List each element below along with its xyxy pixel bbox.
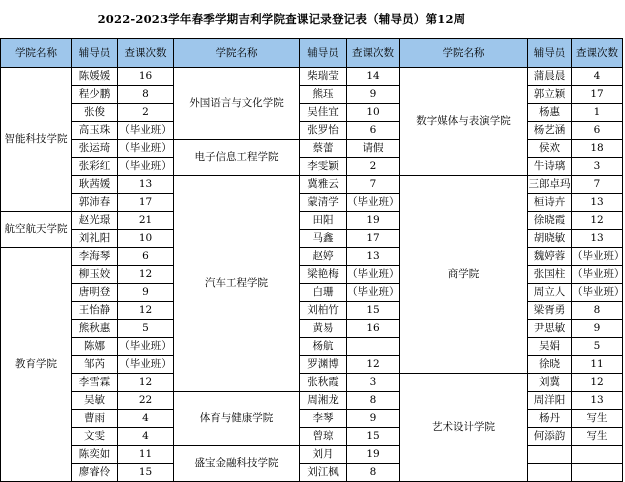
inspection-count-cell: （毕业班） <box>118 356 174 374</box>
table-row <box>1 158 623 176</box>
inspection-count-cell: 8 <box>572 302 623 320</box>
inspection-count-cell: 4 <box>572 68 623 86</box>
counselor-name-cell: 李雪霖 <box>72 374 118 392</box>
inspection-count-cell: 1 <box>572 104 623 122</box>
table-row <box>1 410 623 428</box>
college-name-cell: 外国语言与文化学院 <box>174 68 300 140</box>
counselor-name-cell: 张彩红 <box>72 158 118 176</box>
table-row <box>1 266 623 284</box>
counselor-name-cell: 三郎卓玛 <box>528 176 572 194</box>
inspection-count-cell: 11 <box>572 356 623 374</box>
inspection-count-cell: 4 <box>118 410 174 428</box>
counselor-name-cell: 张俊 <box>72 104 118 122</box>
inspection-count-cell: 8 <box>118 86 174 104</box>
counselor-name-cell: 李雯颖 <box>300 158 347 176</box>
inspection-count-cell: 7 <box>347 176 400 194</box>
counselor-name-cell: 赵光璟 <box>72 212 118 230</box>
table-row <box>1 212 623 230</box>
inspection-count-cell: 7 <box>572 176 623 194</box>
inspection-count-cell: （毕业班） <box>572 284 623 302</box>
counselor-name-cell: 耿茜媛 <box>72 176 118 194</box>
counselor-name-cell: 魏婷蓉 <box>528 248 572 266</box>
inspection-count-cell: 2 <box>347 158 400 176</box>
counselor-name-cell: 陈娜 <box>72 338 118 356</box>
college-name-cell: 航空航天学院 <box>1 212 72 248</box>
inspection-count-cell: （毕业班） <box>347 284 400 302</box>
table-row <box>1 284 623 302</box>
inspection-count-cell: 12 <box>118 302 174 320</box>
inspection-count-cell: 14 <box>347 68 400 86</box>
counselor-name-cell: 徐晓霞 <box>528 212 572 230</box>
counselor-name-cell: 梁艳梅 <box>300 266 347 284</box>
inspection-count-cell: （毕业班） <box>572 248 623 266</box>
header-count-3: 查课次数 <box>572 39 623 68</box>
counselor-name-cell: 刘冀 <box>528 374 572 392</box>
counselor-name-cell: 杨航 <box>300 338 347 356</box>
counselor-name-cell: 陈媛媛 <box>72 68 118 86</box>
inspection-count-cell: 9 <box>347 410 400 428</box>
college-name-cell: 艺术设计学院 <box>400 374 528 482</box>
counselor-name-cell: 黄易 <box>300 320 347 338</box>
header-counselor-2: 辅导员 <box>300 39 347 68</box>
counselor-name-cell: 何添韵 <box>528 428 572 446</box>
inspection-count-cell: 12 <box>118 374 174 392</box>
counselor-name-cell: 周立人 <box>528 284 572 302</box>
counselor-name-cell: 罗渊博 <box>300 356 347 374</box>
counselor-name-cell: 吴佳宜 <box>300 104 347 122</box>
counselor-name-cell: 刘柏竹 <box>300 302 347 320</box>
counselor-name-cell: 王怡静 <box>72 302 118 320</box>
counselor-name-cell: 马鑫 <box>300 230 347 248</box>
inspection-count-cell: 8 <box>347 392 400 410</box>
counselor-name-cell: 梁胥勇 <box>528 302 572 320</box>
table-row <box>1 446 623 464</box>
inspection-count-cell: 6 <box>118 248 174 266</box>
header-college-2: 学院名称 <box>174 39 300 68</box>
table-row <box>1 68 623 86</box>
counselor-name-cell: 熊秋惠 <box>72 320 118 338</box>
header-college-1: 学院名称 <box>1 39 72 68</box>
counselor-name-cell: 吴敏 <box>72 392 118 410</box>
header-count-1: 查课次数 <box>118 39 174 68</box>
counselor-name-cell: 唐明登 <box>72 284 118 302</box>
inspection-count-cell: 17 <box>572 86 623 104</box>
sheet-title: 2022-2023学年春季学期吉利学院查课记录登记表（辅导员）第12周 <box>97 12 466 26</box>
table-row <box>1 338 623 356</box>
counselor-name-cell: 陈奕如 <box>72 446 118 464</box>
college-name-cell: 智能科技学院 <box>1 68 72 212</box>
counselor-name-cell: 张运琦 <box>72 140 118 158</box>
college-name-cell: 商学院 <box>400 176 528 374</box>
table-row <box>1 302 623 320</box>
inspection-count-cell: 19 <box>347 446 400 464</box>
counselor-name-cell: 尹思敏 <box>528 320 572 338</box>
inspection-count-cell: 15 <box>347 302 400 320</box>
counselor-name-cell: 柴瑞莹 <box>300 68 347 86</box>
counselor-name-cell: 张罗怡 <box>300 122 347 140</box>
table-row <box>1 140 623 158</box>
inspection-count-cell: 17 <box>118 194 174 212</box>
counselor-name-cell: 蔡蕾 <box>300 140 347 158</box>
inspection-count-cell: 10 <box>347 104 400 122</box>
table-row <box>1 356 623 374</box>
counselor-name-cell: 邹芮 <box>72 356 118 374</box>
inspection-count-cell: 9 <box>347 86 400 104</box>
inspection-count-cell: 2 <box>118 104 174 122</box>
counselor-name-cell: 郭立颖 <box>528 86 572 104</box>
inspection-count-cell: 13 <box>572 392 623 410</box>
counselor-name-cell: 徐晓 <box>528 356 572 374</box>
inspection-count-cell <box>347 338 400 356</box>
counselor-name-cell <box>528 464 572 482</box>
inspection-count-cell: 6 <box>347 122 400 140</box>
counselor-name-cell: 赵婷 <box>300 248 347 266</box>
counselor-name-cell: 白珊 <box>300 284 347 302</box>
inspection-count-cell: 22 <box>118 392 174 410</box>
inspection-count-cell: 17 <box>347 230 400 248</box>
inspection-count-cell: 12 <box>347 356 400 374</box>
counselor-name-cell: 柳玉姣 <box>72 266 118 284</box>
counselor-name-cell: 曾琼 <box>300 428 347 446</box>
inspection-count-cell: （毕业班） <box>118 338 174 356</box>
header-row <box>1 39 623 68</box>
college-name-cell: 数字媒体与表演学院 <box>400 68 528 176</box>
table-row <box>1 104 623 122</box>
counselor-name-cell: 田阳 <box>300 212 347 230</box>
table-body <box>1 68 623 482</box>
inspection-count-cell: 12 <box>118 266 174 284</box>
inspection-count-cell: 3 <box>572 158 623 176</box>
counselor-name-cell: 高玉珠 <box>72 122 118 140</box>
inspection-count-cell: 10 <box>118 230 174 248</box>
inspection-count-cell: 请假 <box>347 140 400 158</box>
counselor-name-cell: 李海琴 <box>72 248 118 266</box>
inspection-count-cell: 21 <box>118 212 174 230</box>
college-name-cell: 盛宝金融科技学院 <box>174 446 300 482</box>
inspection-count-cell <box>572 464 623 482</box>
college-name-cell: 教育学院 <box>1 248 72 482</box>
table-row <box>1 320 623 338</box>
inspection-count-cell: 3 <box>347 374 400 392</box>
inspection-count-cell: 写生 <box>572 410 623 428</box>
counselor-name-cell: 杨丹 <box>528 410 572 428</box>
college-name-cell: 电子信息工程学院 <box>174 140 300 176</box>
inspection-count-cell: （毕业班） <box>118 158 174 176</box>
counselor-name-cell: 杨惠 <box>528 104 572 122</box>
counselor-name-cell: 杨艺涵 <box>528 122 572 140</box>
inspection-count-cell: （毕业班） <box>347 266 400 284</box>
counselor-name-cell: 刘江枫 <box>300 464 347 482</box>
inspection-count-cell: 19 <box>347 212 400 230</box>
counselor-name-cell: 熊珏 <box>300 86 347 104</box>
inspection-count-cell: 15 <box>118 464 174 482</box>
inspection-count-cell: 16 <box>347 320 400 338</box>
counselor-name-cell: 胡晓敏 <box>528 230 572 248</box>
counselor-name-cell: 刘月 <box>300 446 347 464</box>
counselor-name-cell: 曹雨 <box>72 410 118 428</box>
counselor-name-cell: 刘礼阳 <box>72 230 118 248</box>
inspection-count-cell: 13 <box>572 194 623 212</box>
inspection-count-cell: 12 <box>572 374 623 392</box>
table-row <box>1 464 623 482</box>
inspection-table <box>0 38 623 482</box>
inspection-count-cell: 6 <box>572 122 623 140</box>
counselor-name-cell: 吴娟 <box>528 338 572 356</box>
header-count-2: 查课次数 <box>347 39 400 68</box>
inspection-count-cell: 9 <box>572 320 623 338</box>
inspection-count-cell: （毕业班） <box>572 266 623 284</box>
table-row <box>1 122 623 140</box>
inspection-count-cell: 16 <box>118 68 174 86</box>
counselor-name-cell: 张秋霞 <box>300 374 347 392</box>
header-counselor-3: 辅导员 <box>528 39 572 68</box>
inspection-count-cell: 5 <box>118 320 174 338</box>
counselor-name-cell: 周湘龙 <box>300 392 347 410</box>
table-row <box>1 86 623 104</box>
counselor-name-cell: 文雯 <box>72 428 118 446</box>
table-row <box>1 392 623 410</box>
counselor-name-cell: 桓诗卉 <box>528 194 572 212</box>
table-row <box>1 248 623 266</box>
counselor-name-cell: 牛诗璃 <box>528 158 572 176</box>
counselor-name-cell: 周洋阳 <box>528 392 572 410</box>
inspection-count-cell: 8 <box>347 464 400 482</box>
inspection-count-cell: 13 <box>118 176 174 194</box>
inspection-count-cell: （毕业班） <box>118 140 174 158</box>
counselor-name-cell: 蒲晨晨 <box>528 68 572 86</box>
inspection-count-cell: 11 <box>118 446 174 464</box>
table-row <box>1 374 623 392</box>
inspection-count-cell: 13 <box>572 230 623 248</box>
inspection-count-cell: 4 <box>118 428 174 446</box>
counselor-name-cell <box>528 446 572 464</box>
table-row <box>1 230 623 248</box>
inspection-count-cell: （毕业班） <box>118 122 174 140</box>
header-counselor-1: 辅导员 <box>72 39 118 68</box>
table-row <box>1 194 623 212</box>
counselor-name-cell: 郭沛春 <box>72 194 118 212</box>
college-name-cell: 体育与健康学院 <box>174 392 300 446</box>
inspection-count-cell: 15 <box>347 428 400 446</box>
inspection-count-cell: 写生 <box>572 428 623 446</box>
counselor-name-cell: 侯欢 <box>528 140 572 158</box>
counselor-name-cell: 冀雅云 <box>300 176 347 194</box>
inspection-count-cell <box>572 446 623 464</box>
table-row <box>1 176 623 194</box>
counselor-name-cell: 程少鹏 <box>72 86 118 104</box>
counselor-name-cell: 张国柱 <box>528 266 572 284</box>
counselor-name-cell: 蒙清学 <box>300 194 347 212</box>
inspection-count-cell: （毕业班） <box>347 194 400 212</box>
inspection-count-cell: 13 <box>347 248 400 266</box>
inspection-count-cell: 18 <box>572 140 623 158</box>
inspection-count-cell: 12 <box>572 212 623 230</box>
inspection-count-cell: 5 <box>572 338 623 356</box>
header-college-3: 学院名称 <box>400 39 528 68</box>
college-name-cell: 汽车工程学院 <box>174 176 300 392</box>
counselor-name-cell: 廖睿伶 <box>72 464 118 482</box>
counselor-name-cell: 李琴 <box>300 410 347 428</box>
inspection-count-cell: 9 <box>118 284 174 302</box>
table-row <box>1 428 623 446</box>
